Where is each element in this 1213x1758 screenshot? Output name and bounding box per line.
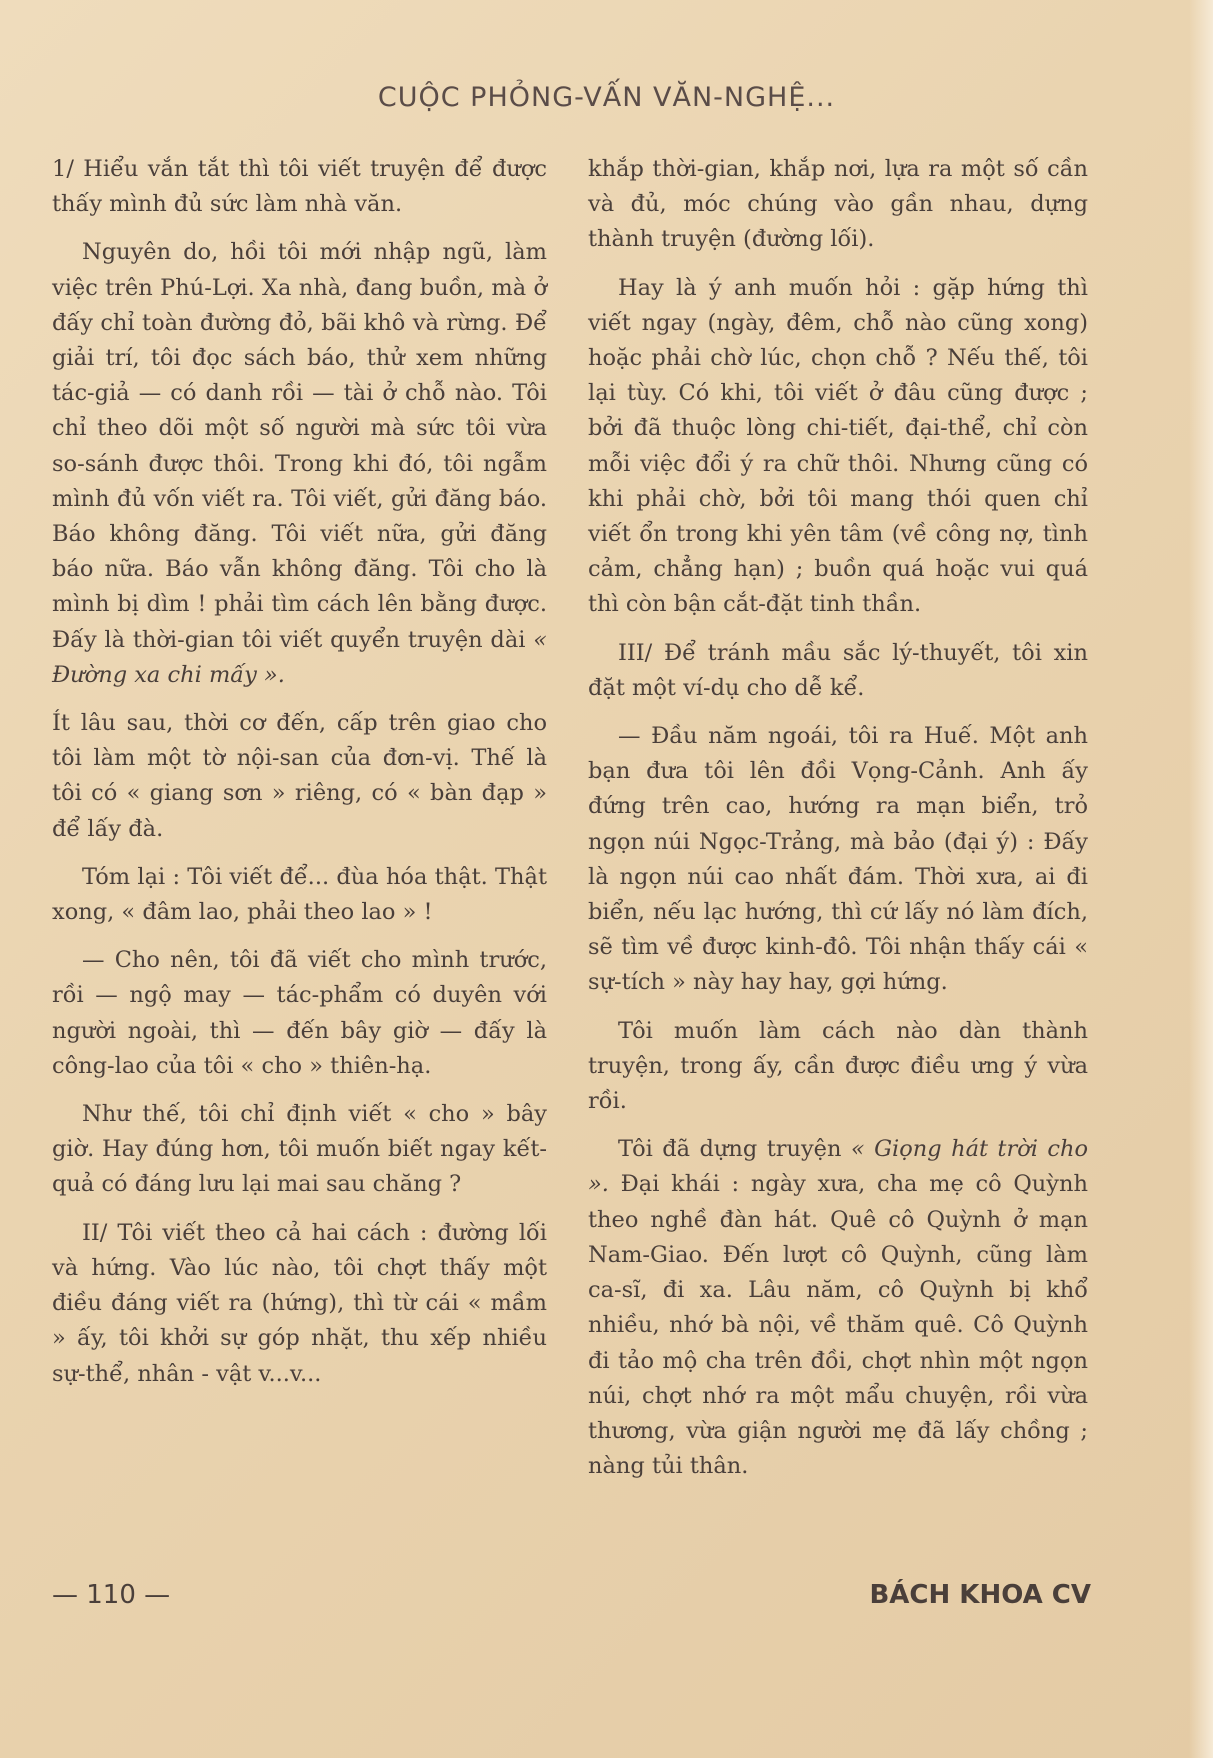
paragraph: — Đầu năm ngoái, tôi ra Huế. Một anh bạn đưa tôi lên đồi Vọng-Cảnh. Anh ấy đứng trên cao, hướng ra mạn biển, trỏ ngọn núi Ngọc-Trảng, mà bảo (đại ý) : Đấy là ngọn núi cao nhất đám. Thời xưa, ai đi biển, nếu lạc hướng, thì cứ lấy nó làm đích, sẽ tìm về được kinh-đô. Tôi nhận thấy cái « sự-tích » này hay hay, gợi hứng. xyxy=(588,723,1088,996)
paragraph: Tôi muốn làm cách nào dàn thành truyện, trong ấy, cần được điều ưng ý vừa rồi. xyxy=(588,1017,1088,1115)
paragraph: Như thế, tôi chỉ định viết « cho » bây giờ. Hay đúng hơn, tôi muốn biết ngay kết-quả có đáng lưu lại mai sau chăng ? xyxy=(52,1101,547,1198)
right-column xyxy=(588,152,1088,1497)
left-column xyxy=(52,152,547,1405)
paragraph-text: Nguyên do, hồi tôi mới nhập ngũ, làm việc trên Phú-Lợi. Xa nhà, đang buồn, mà ở đấy chỉ toàn đường đỏ, bãi khô và rừng. Để giải trí, tôi đọc sách báo, thử xem những tác-giả — có danh rồi — tài ở chỗ nào. Tôi chỉ theo dõi một số người mà sức tôi vừa so-sánh được thôi. Trong khi đó, tôi ngẫm mình đủ vốn viết ra. Tôi viết, gửi đăng báo. Báo không đăng. Tôi viết nữa, gửi đăng báo nữa. Báo vẫn không đăng. Tôi cho là mình bị dìm ! phải tìm cách lên bằng được. Đấy là thời-gian tôi viết quyển truyện dài xyxy=(52,239,547,653)
paragraph-text: ngày xưa, cha mẹ cô Quỳnh theo nghề đàn hát. Quê cô Quỳnh ở mạn Nam-Giao. Đến lượt cô Quỳnh, cũng làm ca-sĩ, đi xa. Lâu năm, cô Quỳnh bị khổ nhiều, nhớ bà nội, về thăm quê. Cô Quỳnh đi tảo mộ cha trên đồi, chợt nhìn một ngọn núi, chợt nhớ ra một mẩu chuyện, rồi vừa thương, vừa giận người mẹ đã lấy chồng ; nàng tủi thân. xyxy=(588,1171,1088,1480)
page-edge xyxy=(1189,0,1213,1758)
paragraph xyxy=(52,235,547,693)
page-number: — 110 — xyxy=(52,1580,171,1610)
page-header: CUỘC PHỎNG-VẤN VĂN-NGHỆ... xyxy=(377,82,836,113)
paragraph: — Cho nên, tôi đã viết cho mình trước, rồi — ngộ may — tác-phẩm có duyên với người ngoài, thì — đến bây giờ — đấy là công-lao của tôi « cho » thiên-hạ. xyxy=(52,947,547,1079)
story-title: « Giọng hát trời cho ». xyxy=(588,1136,1089,1198)
paragraph: Hay là ý anh muốn hỏi : gặp hứng thì viết ngay (ngày, đêm, chỗ nào cũng xong) hoặc phải chờ lúc, chọn chỗ ? Nếu thế, tôi lại tùy. Có khi, tôi viết ở đâu cũng được ; bởi đã thuộc lòng chi-tiết, đại-thể, chỉ còn mỗi việc đổi ý ra chữ thôi. Nhưng cũng có khi phải chờ, bởi tôi mang thói quen chỉ viết ổn trong khi yên tâm (về công nợ, tình cảm, chẳng hạn) ; buồn quá hoặc vui quá thì còn bận cắt-đặt tinh thần. xyxy=(588,274,1088,618)
book-title: « Đường xa chi mấy ». xyxy=(52,626,547,688)
paragraph: III/ Để tránh mầu sắc lý-thuyết, tôi xin đặt một ví-dụ cho dễ kể. xyxy=(588,639,1088,701)
story-intro: Tôi đã dựng truyện xyxy=(618,1136,842,1163)
paragraph: khắp thời-gian, khắp nơi, lựa ra một số cần và đủ, móc chúng vào gần nhau, dựng thành truyện (đường lối). xyxy=(588,156,1088,253)
paragraph: 1/ Hiểu vắn tắt thì tôi viết truyện để được thấy mình đủ sức làm nhà văn. xyxy=(52,156,547,218)
paragraph: Ít lâu sau, thời cơ đến, cấp trên giao cho tôi làm một tờ nội-san của đơn-vị. Thế là tôi có « giang sơn » riêng, có « bàn đạp » để lấy đà. xyxy=(52,710,547,842)
story-lead: Đại khái : xyxy=(620,1171,740,1198)
paragraph: Tóm lại : Tôi viết để... đùa hóa thật. Thật xong, « đâm lao, phải theo lao » ! xyxy=(52,863,547,926)
paragraph: II/ Tôi viết theo cả hai cách : đường lối và hứng. Vào lúc nào, tôi chợt thấy một điều đáng viết ra (hứng), thì từ cái « mầm » ấy, tôi khởi sự góp nhặt, thu xếp nhiều sự-thể, nhân - vật v...v... xyxy=(52,1219,547,1387)
publication-name: BÁCH KHOA CV xyxy=(869,1580,1091,1610)
paragraph xyxy=(588,1132,1088,1484)
